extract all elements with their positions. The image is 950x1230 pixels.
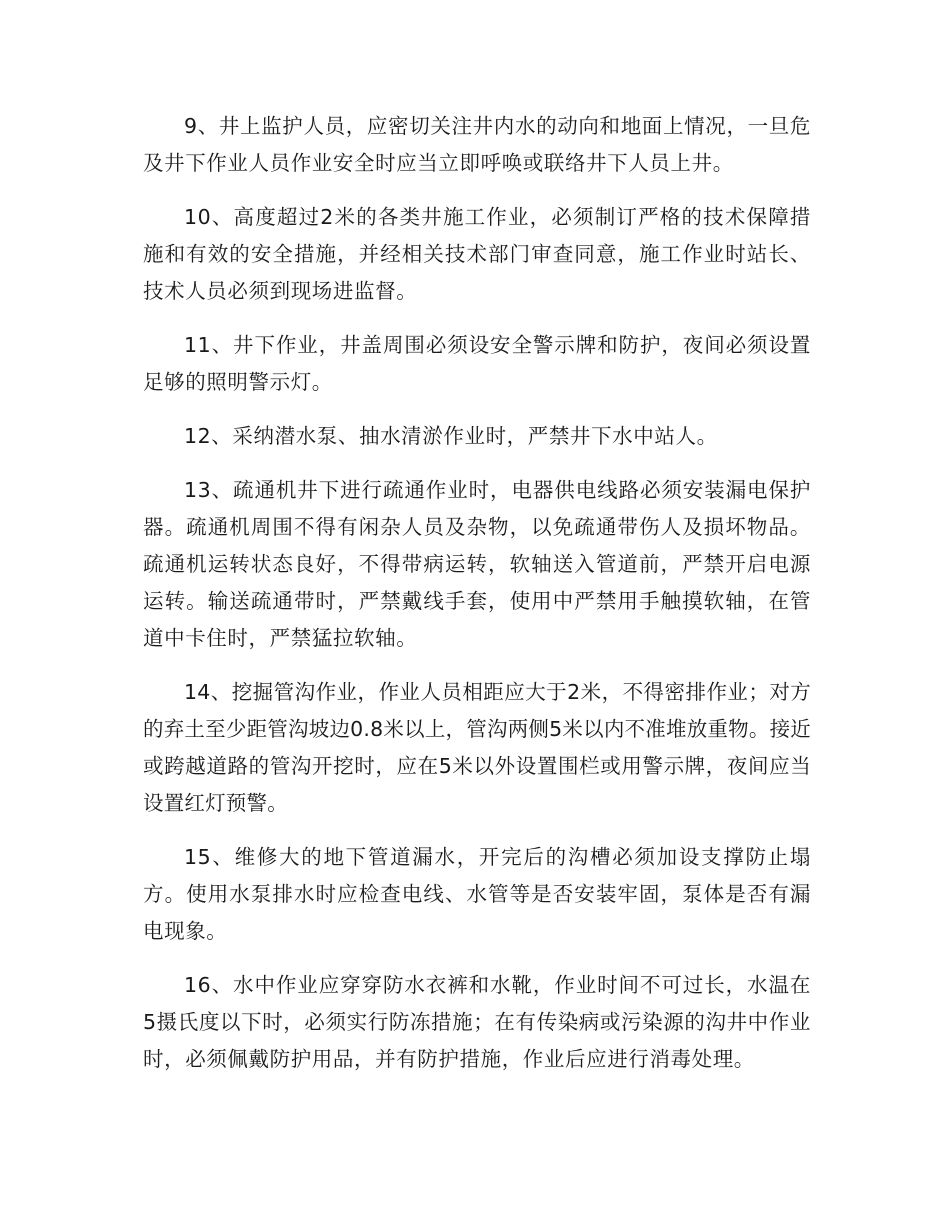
- paragraph-item-15: 15、维修大的地下管道漏水，开完后的沟槽必须加设支撑防止塌方。使用水泵排水时应检查电线、水管等是否安装牢固，泵体是否有漏电现象。: [143, 845, 811, 943]
- paragraph-item-9: 9、井上监护人员，应密切关注井内水的动向和地面上情况，一旦危及井下作业人员作业安全时应当立即呼唤或联络井下人员上井。: [143, 114, 811, 175]
- paragraph-item-16: 16、水中作业应穿穿防水衣裤和水靴，作业时间不可过长，水温在5摄氏度以下时，必须实行防冻措施；在有传染病或污染源的沟井中作业时，必须佩戴防护用品，并有防护措施，作业后应进行消毒处理。: [143, 973, 811, 1071]
- document-page: [143, 108, 811, 1095]
- paragraph-item-13: 13、疏通机井下进行疏通作业时，电器供电线路必须安装漏电保护器。疏通机周围不得有闲杂人员及杂物，以免疏通带伤人及损坏物品。疏通机运转状态良好，不得带病运转，软轴送入管道前，严禁开启电源运转。输送疏通带时，严禁戴线手套，使用中严禁用手触摸软轴，在管道中卡住时，严禁猛拉软轴。: [143, 478, 811, 650]
- paragraph-item-12: 12、采纳潜水泵、抽水清淤作业时，严禁井下水中站人。: [184, 424, 718, 448]
- paragraph-item-11: 11、井下作业，井盖周围必须设安全警示牌和防护，夜间必须设置足够的照明警示灯。: [143, 333, 811, 394]
- paragraph-item-10: 10、高度超过2米的各类井施工作业，必须制订严格的技术保障措施和有效的安全措施，并经相关技术部门审查同意，施工作业时站长、技术人员必须到现场进监督。: [143, 205, 811, 303]
- paragraph-item-14: 14、挖掘管沟作业，作业人员相距应大于2米，不得密排作业；对方的弃土至少距管沟坡边0.8米以上，管沟两侧5米以内不准堆放重物。接近或跨越道路的管沟开挖时，应在5米以外设置围栏或用警示牌，夜间应当设置红灯预警。: [143, 680, 811, 815]
